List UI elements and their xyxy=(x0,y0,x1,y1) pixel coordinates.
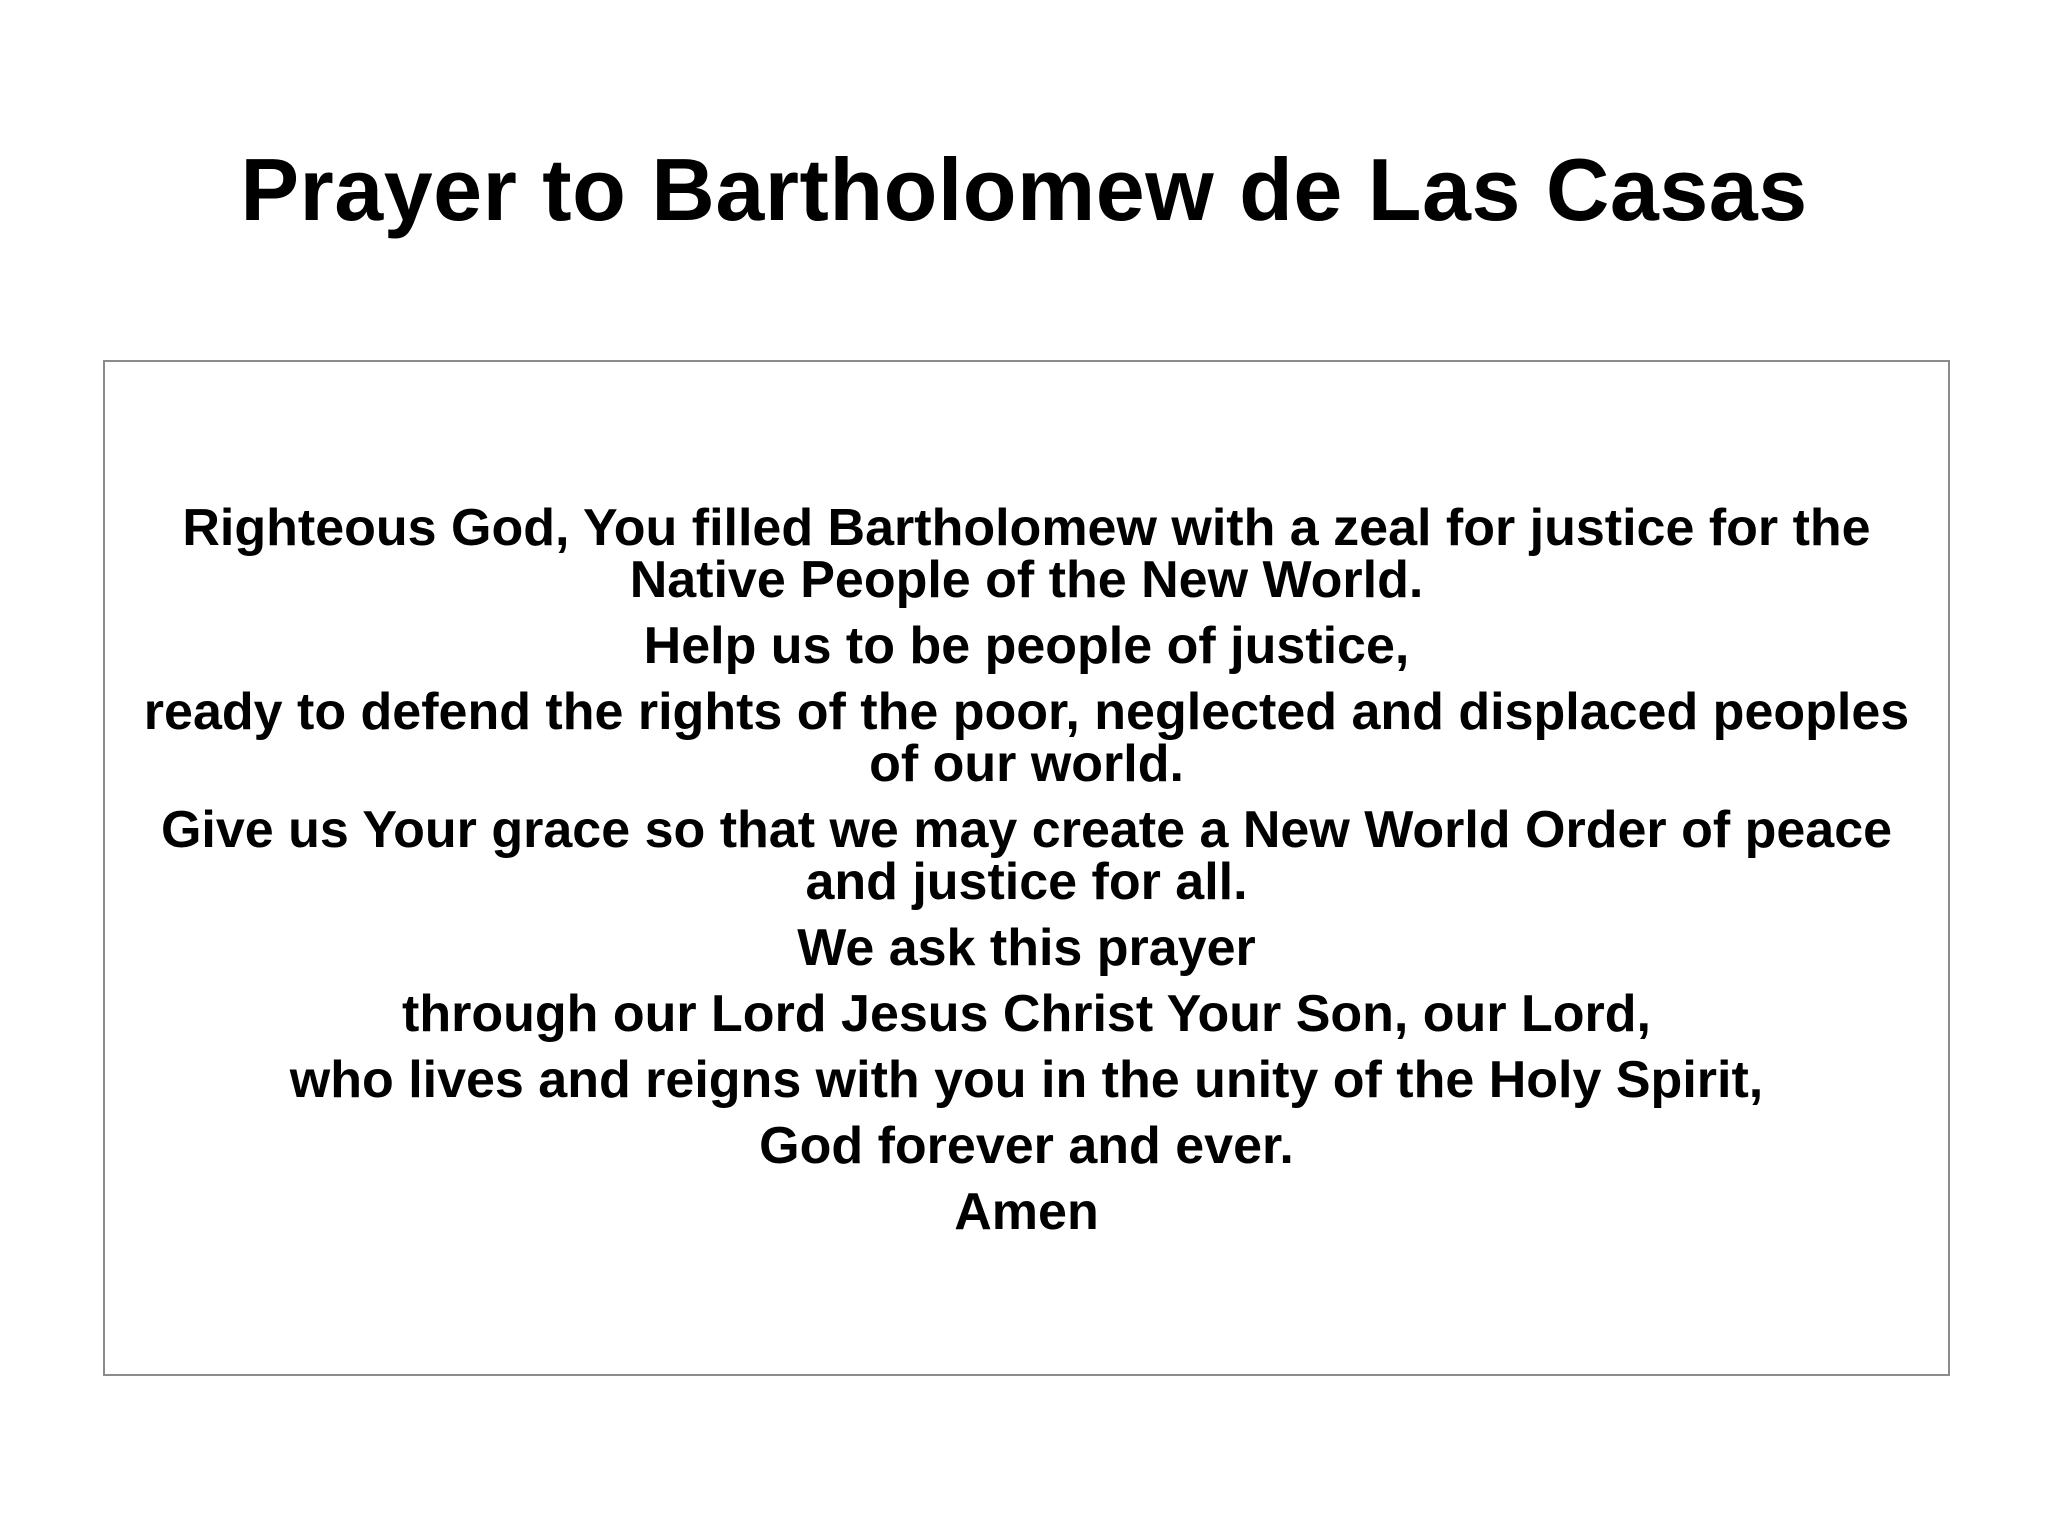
prayer-line: Amen xyxy=(954,1183,1099,1241)
prayer-line: We ask this prayer xyxy=(797,919,1256,977)
slide-title: Prayer to Bartholomew de Las Casas xyxy=(240,140,1808,239)
prayer-line: through our Lord Jesus Christ Your Son, our Lord, xyxy=(402,985,1651,1043)
prayer-line: ready to defend the rights of the poor, neglected and displaced peoples of our world. xyxy=(143,683,1910,793)
prayer-line: Give us Your grace so that we may create a New World Order of peace and justice for all. xyxy=(160,801,1893,911)
prayer-line: Help us to be people of justice, xyxy=(643,617,1410,675)
prayer-body xyxy=(105,499,1948,1252)
prayer-text-box xyxy=(103,360,1950,1376)
prayer-line: God forever and ever. xyxy=(759,1117,1294,1175)
prayer-line: Righteous God, You filled Bartholomew with a zeal for justice for the Native People of the New World. xyxy=(182,499,1871,609)
prayer-line: who lives and reigns with you in the unity of the Holy Spirit, xyxy=(289,1051,1764,1109)
